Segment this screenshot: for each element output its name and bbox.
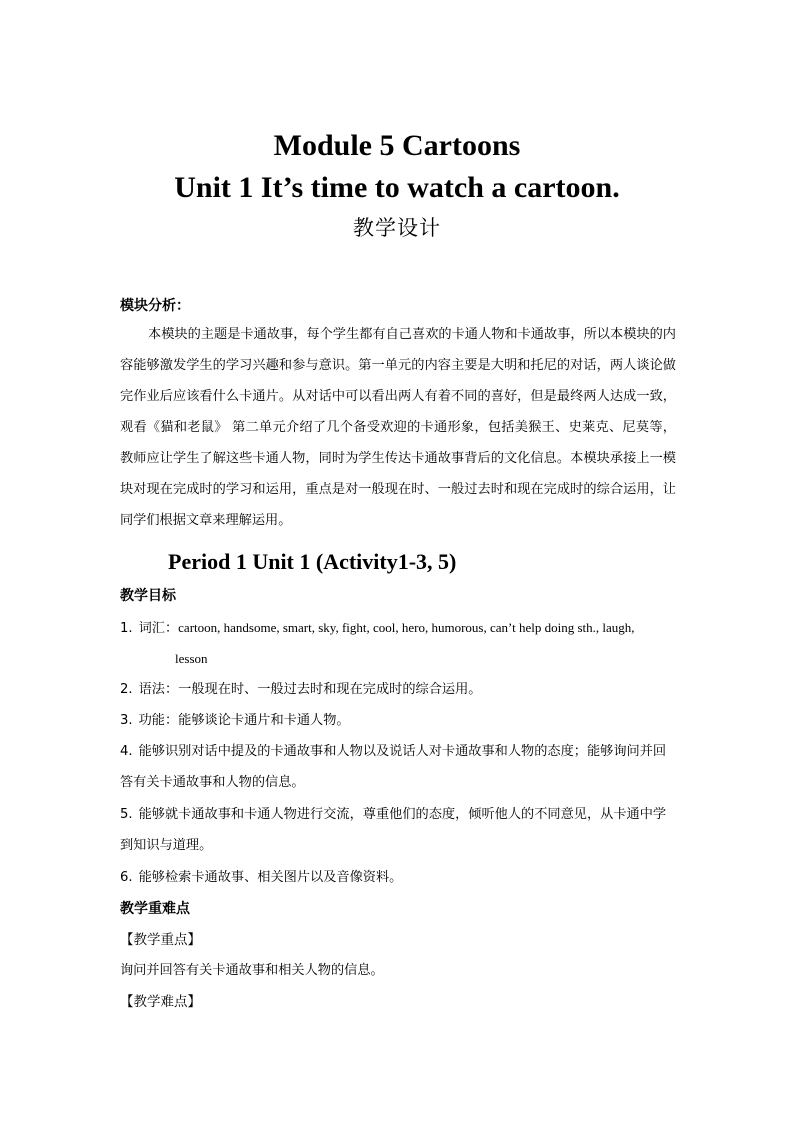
objective-vocab: cartoon, handsome, smart, sky, fight, cool, hero, humorous, can’t help doing sth., laugh, xyxy=(178,620,635,635)
teaching-focus-label: 【教学重点】 xyxy=(120,932,201,948)
objective-label: 词汇： xyxy=(138,621,179,636)
teaching-focus-text: 询问并回答有关卡通故事和相关人物的信息。 xyxy=(120,963,384,978)
objective-number: 1. xyxy=(120,621,133,636)
key-points-heading: 教学重难点 xyxy=(120,901,190,917)
objective-text: 能够检索卡通故事、相关图片以及音像资料。 xyxy=(138,870,403,885)
subtitle-teaching-design: 教学设计 xyxy=(353,216,441,240)
objective-number: 5. xyxy=(120,807,133,822)
module-analysis-paragraph: 本模块的主题是卡通故事，每个学生都有自己喜欢的卡通人物和卡通故事，所以本模块的内容能够激发学生的学习兴趣和参与意识。第一单元的内容主要是大明和托尼的对话，两人谈论做完作业后应该看什么卡通片。从对话中可以看出两人有着不同的喜好，但是最终两人达成一致，观看《猫和老鼠》 第二单元介绍了几个备受欢迎的卡通形象，包括美猴王、史莱克、尼莫等，教师应让学生了解这些卡通人物，同时为学生传达卡通故事背后的文化信息。本模块承接上一模块对现在完成时的学习和运用，重点是对一般现在时、一般过去时和现在完成时的综合运用，让同学们根据文章来理解运用。 xyxy=(120,327,676,528)
objective-text: 语法：一般现在时、一般过去时和现在完成时的综合运用。 xyxy=(138,682,482,697)
objective-item-2 xyxy=(120,674,676,705)
objective-item-6 xyxy=(120,862,676,893)
objective-number: 2. xyxy=(120,682,133,697)
objective-text: 能够识别对话中提及的卡通故事和人物以及说话人对卡通故事和人物的态度；能够询问并回答有关卡通故事和人物的信息。 xyxy=(120,744,667,790)
objective-number: 3. xyxy=(120,713,133,728)
period-title: Period 1 Unit 1 (Activity1-3, 5) xyxy=(168,549,457,574)
objective-number: 6. xyxy=(120,870,133,885)
objective-item-5 xyxy=(120,799,676,861)
module-analysis-heading: 模块分析： xyxy=(120,298,190,314)
teaching-difficulty-label: 【教学难点】 xyxy=(120,994,201,1010)
objective-item-4 xyxy=(120,736,676,798)
objective-text: 能够就卡通故事和卡通人物进行交流，尊重他们的态度，倾听他人的不同意见，从卡通中学到知识与道理。 xyxy=(120,807,667,853)
objectives-heading: 教学目标 xyxy=(120,588,176,604)
objective-vocab-continuation: lesson xyxy=(175,651,208,666)
objective-item-3 xyxy=(120,705,676,736)
objective-number: 4. xyxy=(120,744,133,759)
title-unit: Unit 1 It’s time to watch a cartoon. xyxy=(174,171,620,204)
objective-item-1 xyxy=(120,612,676,644)
title-module: Module 5 Cartoons xyxy=(273,129,521,162)
objective-text: 功能：能够谈论卡通片和卡通人物。 xyxy=(138,713,350,728)
